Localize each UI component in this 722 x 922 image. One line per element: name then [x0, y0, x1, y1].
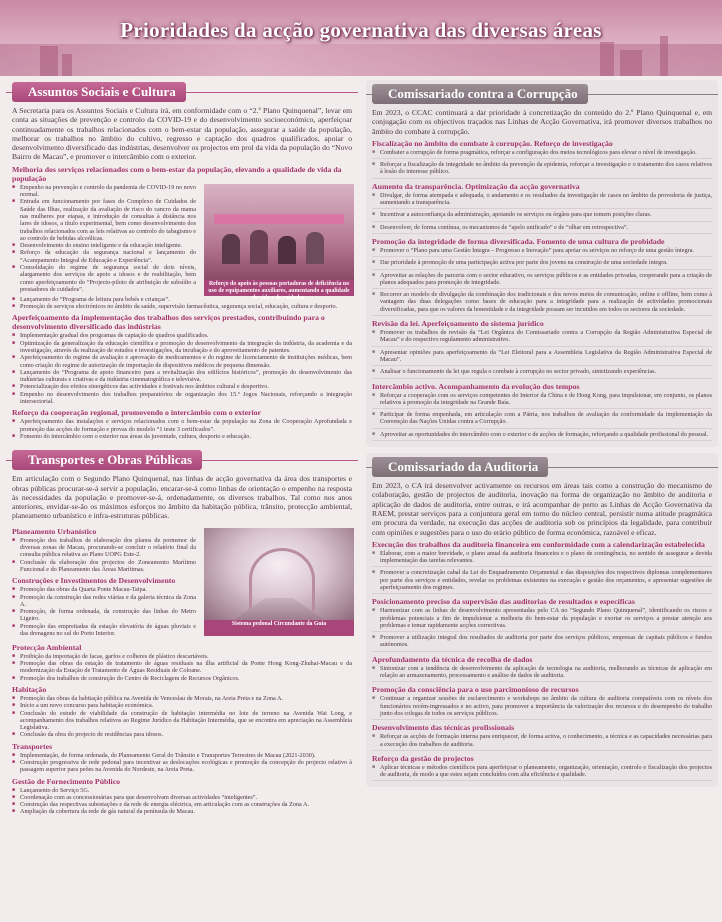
- list-item: ■ Promoção das obras da habitação pública na Avenida de Venceslau de Morais, na Areia Preta e na Zona A.: [12, 695, 352, 702]
- bullet-list: [12, 184, 196, 293]
- heading-label: Comissariado da Auditoria: [372, 457, 548, 477]
- list-item: ■ Promoção das empreitadas da estação elevatória de águas pluviais e das drenagens no sul do Porto Interior.: [12, 623, 196, 638]
- list-item: ■ Entrada em funcionamento por fases do Complexo de Cuidados de Saúde das Ilhas, realização da avaliação de risco do cancro da mama nas mulheres por etapas, e introdução de consultas à distância nos lares de idosos, a título experimental, bem como desenvolvimento dos trabalhos relacionados com as leis relativas ao controlo do tabagismo e ao controlo de bebidas alcoólicas.: [12, 198, 196, 242]
- list-item: ■ Participar de forma empenhada, em articulação com a Pátria, nos trabalhos de avaliação da conformidade da implementação da Convenção das Nações Unidas contra a Corrupção.: [372, 411, 712, 429]
- list-item: ■ Aproveitar as oportunidades do intercâmbio com o exterior e de acções de formação, reforçando a qualidade profissional do pessoal.: [372, 431, 712, 441]
- photo-caption: Sistema pedonal Circundante da Guia: [204, 620, 354, 636]
- bullet-list: [12, 332, 352, 405]
- list-item: ■ Promover os trabalhos de revisão da “Lei Orgânica do Comissariado contra a Corrupção da Região Administrativa Especial de Macau” e do respectivo regulamento administrativo.: [372, 329, 712, 347]
- list-item: ■ Empenho na prevenção e controlo da pandemia de COVID-19 no novo normal.: [12, 184, 196, 199]
- section-intro: Em 2023, o CCAC continuará a dar prioridade à concretização do conteúdo do 2.º Plano Quinquenal e, em conjugação com os objectivos traçados nas Linhas de Acção Governativa, irá promover diversos trabalhos no âmbito do combate à corrupção.: [372, 108, 712, 136]
- list-item: ■ Construção progressiva de rede pedonal para incentivar as deslocações ecológicas e promoção da concepção do projecto relativo à passagem superior para peões na Avenida do Nordeste, na Areia Preta.: [12, 759, 352, 774]
- subheading: Construções e Investimentos de Desenvolvimento: [12, 576, 176, 586]
- section-transport-public-works: [6, 448, 358, 816]
- list-item: ■ Reforçar as acções de formação interna para enriquecer, de forma activa, o conhecimento, a técnica e as capacidades necessárias para a execução dos trabalhos de auditoria.: [372, 733, 712, 751]
- subheading: Planeamento Urbanístico: [12, 526, 97, 536]
- heading-label: Transportes e Obras Públicas: [12, 450, 202, 470]
- list-item: ■ Aperfeiçoamento das instalações e serviços relacionados com o bem-estar da população na Zona de Cooperação Aprofundada e promoção das acções de formação e provas do modelo “1 teste 3 certificados”.: [12, 418, 352, 433]
- list-item: ■ Promover o “Plano para uma Gestão Íntegra – Progresso e Inovação” para apoiar os serviços no reforço de uma gestão íntegra.: [372, 247, 712, 257]
- list-item: ■ Apresentar opiniões para aperfeiçoamento da “Lei Eleitoral para a Assembleia Legislativa da Região Administrativa Especial de Macau”.: [372, 349, 712, 367]
- list-item: ■ Fomento do intercâmbio com o exterior nas áreas da juventude, cultura, desporto e educação.: [12, 433, 352, 440]
- heading-label: Assuntos Sociais e Cultura: [12, 82, 186, 102]
- list-item: ■ Analisar o funcionamento da lei que regula o combate à corrupção no sector privado, sintetizando experiências.: [372, 368, 712, 378]
- section-intro: Em articulação com o Segundo Plano Quinquenal, nas linhas de acção governativa da área dos transportes e obras públicas procurar-se-á servir a população, encarar-se-á como linhas de orientação o empenho na resposta às necessidades da população e promover-se-á, ordenadamente, os diversos trabalhos. Tal como nos anos anteriores, envidar-se-ão os máximos esforços no âmbito da habitação pública, trânsito, protecção ambiental, planeamento urbanístico e infra-estruturas públicas.: [12, 474, 352, 521]
- split-text: [6, 524, 202, 640]
- subheading: Reforço da gestão de projectos: [372, 753, 474, 763]
- header-banner: [0, 0, 722, 76]
- list-item: ■ Recorrer ao modelo de divulgação da combinação dos tradicionais e dos novos meios de comunicação, online e offline, bem como à vantagem das duas delegações como bases de educação para a integridade para a realização de actividades promocionais diversificadas, para que os valores da honestidade e da integridade possam ser incutidos em todos os sectores da sociedade.: [372, 291, 712, 316]
- subheading: Transportes: [12, 741, 53, 751]
- photo-caption: Reforço do apoio às pessoas portadoras de deficiência no uso de equipamentos auxiliares, aumentando a qualidade de vida e de cuidados.: [204, 280, 354, 296]
- list-item: ■ Harmonizar com as linhas de desenvolvimento apresentadas pelo CA no “Segundo Plano Quinquenal”, identificando os riscos e problemas potenciais a fim de impulsionar a melhoria do bem-estar da população e exortar os serviços a prestar atenção aos problemas e tomar rapidamente acções correctivas.: [372, 607, 712, 632]
- list-item: ■ Conclusão da obra do projecto de residências para idosos.: [12, 731, 352, 738]
- list-item: ■ Conclusão da elaboração dos projectos do Zoneamento Marítimo Funcional e do Planeamento das Áreas Marítimas.: [12, 559, 196, 574]
- photo-wrapper: [204, 528, 356, 640]
- list-item: ■ Coordenação com as concessionárias para que desenvolvam diversas actividades “inteligentes”.: [12, 794, 352, 801]
- photo-person-shape: [278, 236, 296, 264]
- list-item: ■ Ampliação da cobertura da rede de gás natural da península de Macau.: [12, 808, 352, 815]
- list-item: ■ Lançamento do “Programa de leitura para bebés e crianças”.: [12, 296, 352, 303]
- list-item: ■ Empenho no desenvolvimento dos trabalhos preparatórios de organização dos 15.º Jogos Nacionais, reforçando a integração intersectorial.: [12, 391, 352, 406]
- split-text: [6, 184, 202, 296]
- list-item: ■ Lançamento do “Programa de apoio financeiro para a revitalização dos edifícios históricos”, promoção do desenvolvimento das indústrias culturais e criativas e da indústria cinematográfica e televisiva.: [12, 369, 352, 384]
- photo-guia-pedestrian-system: [204, 528, 354, 636]
- bullet-list: [372, 149, 712, 179]
- section-ccac: [366, 80, 718, 447]
- bullet-list: [372, 764, 712, 782]
- subheading: Protecção Ambiental: [12, 642, 82, 652]
- photo-image: [204, 528, 354, 620]
- list-item: ■ Potencialização dos efeitos sinergéticos das actividades e festivais nos âmbitos cultural e desportivo.: [12, 383, 352, 390]
- banner-building: [40, 46, 58, 76]
- subheading: Gestão de Fornecimento Público: [12, 776, 121, 786]
- bullet-list: [12, 653, 352, 682]
- spacer: [6, 440, 358, 448]
- subheading: Revisão da lei. Aperfeiçoamento do sistema jurídico: [372, 319, 544, 329]
- section-social-culture: [6, 80, 358, 440]
- list-item: ■ Dar prioridade à promoção de uma participação activa por parte dos jovens na construção de uma sociedade íntegra.: [372, 259, 712, 269]
- subheading: Posicionamento preciso da supervisão das auditorias de resultados e específicas: [372, 597, 635, 607]
- photo-image: [204, 184, 354, 280]
- list-item: ■ Promover a utilização integral dos resultados de auditoria por parte dos serviços públicos, empresas de capitais públicos e fundos autónomos.: [372, 634, 712, 652]
- list-item: ■ Aplicar técnicas e métodos científicos para aperfeiçoar o planeamento, organização, orientação, controlo e fiscalização dos projectos de auditoria, de modo a que estes sejam concluídos com alta eficiência e qualidade.: [372, 764, 712, 782]
- photo-wrapper: [204, 184, 356, 301]
- section-audit: [366, 453, 718, 787]
- split-row: [6, 524, 358, 640]
- list-item: ■ Conclusão do estudo de viabilidade da construção de habitação intermédia no lote de terreno na Avenida Wai Long, e acompanhamento dos trabalhos relativos ao Regime Jurídico da Habitação Intermédia, que se encontra em apreciação na Assembleia Legislativa.: [12, 710, 352, 732]
- subheading: Desenvolvimento das técnicas profissionais: [372, 723, 515, 733]
- bullet-list: [372, 733, 712, 751]
- photo-person-shape: [222, 234, 240, 264]
- list-item: ■ Combater a corrupção de forma pragmática, reforçar a configuração dos meios tecnológicos para elevar o nível de investigação.: [372, 149, 712, 159]
- list-item: ■ Promoção das obras da estação de tratamento de águas residuais na ilha artificial da Ponte Hong Kong-Zhuhai-Macau e da modernização da Estação de Tratamento de Águas Residuais de Coloane.: [12, 660, 352, 675]
- bullet-list: [372, 392, 712, 441]
- page-title: Prioridades da acção governativa das diversas áreas: [120, 18, 602, 42]
- bullet-list: [12, 695, 352, 739]
- photo-banner-shape: [214, 214, 344, 224]
- list-item: ■ Desenvolvimento do ensino inteligente e da educação inteligente.: [12, 242, 196, 249]
- list-item: ■ Incentivar a autoconfiança da administração, apoiando os serviços ou órgãos para que tomem posições claras.: [372, 211, 712, 221]
- list-item: ■ Construção das respectivas subestações e da rede de energia eléctrica, em articulação com as construções da Zona A.: [12, 801, 352, 808]
- photo-person-shape: [250, 230, 268, 264]
- list-item: ■ Promoção da construção das redes viárias e da galeria técnica da Zona A.: [12, 594, 196, 609]
- section-heading: [6, 448, 358, 470]
- subheading: Melhoria dos serviços relacionados com o bem-estar da população, elevando a qualidade de vida da população: [12, 164, 342, 183]
- bullet-list: [372, 247, 712, 316]
- section-intro: Em 2023, o CA irá desenvolver activamente os recursos em áreas tais como a construção do mecanismo de colaboração, gestão de projectos de auditoria, inovação na forma de organização no âmbito de auditoria e aplicação de dados de auditoria, entre outras, e irá acompanhar de perto as Linhas de Acção Governativa da RAEM, prestar serviços para a conjuntura geral em torno do núcleo central, persistir numa atitude pragmática em procura da verdade, na execução das acções de auditoria sob os princípios da legalidade, para contribuir com opiniões e sugestões para o uso do erário público de forma económica, razoável e eficaz.: [372, 481, 712, 537]
- list-item: ■ Desenvolver, de forma contínua, os mecanismos de “apelo unificado” e de “olhar em retrospectiva”.: [372, 224, 712, 234]
- list-item: ■ Promoção, de forma ordenada, da construção das linhas do Metro Ligeiro.: [12, 608, 196, 623]
- photo-disability-support: [204, 184, 354, 301]
- subheading: Fiscalização no âmbito do combate à corrupção. Reforço de investigação: [372, 138, 613, 148]
- bullet-list: [12, 787, 352, 816]
- list-item: ■ Promoção dos trabalhos de construção do Centro de Reciclagem de Recursos Orgânicos.: [12, 675, 352, 682]
- list-item: ■ Implementação gradual dos programas de captação de quadros qualificados.: [12, 332, 352, 339]
- subheading: Aumento da transparência. Optimização da acção governativa: [372, 181, 580, 191]
- list-item: ■ Continuar a organizar sessões de esclarecimento e workshops no âmbito da cultura de auditoria compatíveis com os níveis dos funcionários recém-ingressados e no activo, para promover a importância da valorização dos recursos e do desempenho do trabalho junto dos colegas de todos os serviços públicos.: [372, 695, 712, 720]
- banner-building: [62, 54, 72, 76]
- section-heading: [366, 455, 718, 477]
- list-item: ■ Promoção dos trabalhos de elaboração dos planos de pormenor de diversas zonas de Macau, procurando-se concluir o relatório final da consulta pública relativa ao Plano UOPG Este-2.: [12, 537, 196, 559]
- subheading: Habitação: [12, 684, 47, 694]
- subheading: Reforço da cooperação regional, promovendo o intercâmbio com o exterior: [12, 408, 262, 418]
- list-item: ■ Implementação, de forma ordenada, do Planeamento Geral do Trânsito e Transportes Terrestres de Macau (2021-2030).: [12, 752, 352, 759]
- bullet-list: [12, 537, 196, 573]
- list-item: ■ Aproveitar as relações de parceria com o sector educativo, os serviços públicos e as entidades privadas, cooperando para a criação de planos adequados para promoção de integridade.: [372, 272, 712, 290]
- list-item: ■ Reforço da educação da segurança nacional e lançamento do “Acampamento Integral de Educação e Experiência”.: [12, 249, 196, 264]
- bullet-list: [12, 586, 196, 637]
- subheading: Promoção da integridade de forma diversificada. Fomento de uma cultura de probidade: [372, 236, 665, 246]
- bullet-list: [372, 550, 712, 594]
- bullet-list: [372, 329, 712, 378]
- list-item: ■ Início a um novo concurso para habitação económica.: [12, 702, 352, 709]
- subheading: Execução dos trabalhos da auditoria financeira em conformidade com a calendarização estabelecida: [372, 539, 705, 549]
- section-heading: [366, 82, 718, 104]
- subheading: Aprofundamento da técnica de recolha de dados: [372, 654, 533, 664]
- bullet-list: [372, 192, 712, 234]
- right-column: [366, 80, 718, 787]
- list-item: ■ Promoção das obras da Quarta Ponte Macau-Taipa.: [12, 586, 196, 593]
- bullet-list: [12, 296, 352, 311]
- subheading: Intercâmbio activo. Acompanhamento da evolução dos tempos: [372, 381, 580, 391]
- list-item: ■ Promoção de serviços electrónicos no âmbito da saúde, supervisão farmacêutica, segurança social, educação, cultura e desporto.: [12, 303, 352, 310]
- list-item: ■ Divulgar, de forma atempada e adequada, o andamento e os resultados da investigação de casos no âmbito da provedoria de justiça, aumentando a transparência.: [372, 192, 712, 210]
- bullet-list: [372, 665, 712, 683]
- banner-building: [620, 50, 642, 76]
- list-item: ■ Sintonizar com a tendência de desenvolvimento da aplicação de tecnologia na auditoria, melhorando as técnicas de aplicação em relação ao armazenamento, processamento e análise de dados de auditoria.: [372, 665, 712, 683]
- subheading: Aperfeiçoamento da implementação dos trabalhos dos serviços prestados, contribuindo para o desenvolvimento diversificado das indústrias: [12, 313, 325, 332]
- section-intro: A Secretaria para os Assuntos Sociais e Cultura irá, em conformidade com o “2.º Plano Quinquenal”, levar em conta as situações de prevenção e controlo da COVID-19 e do desenvolvimento socioeconómico, aperfeiçoar continuadamente os trabalhos relacionados com o bem-estar da população, assegurar a saúde da população, melhorar os trabalhos no âmbito do cultivo, regresso e captação dos quadros qualificados, apoiar o desenvolvimento diversificado das indústrias, desenvolver os projectos em prol da vida da população do “Novo Bairro de Macau”, e promover o intercâmbio com o exterior.: [12, 106, 352, 162]
- bullet-list: [372, 607, 712, 651]
- bullet-list: [372, 695, 712, 720]
- list-item: ■ Reforçar a fiscalização de integridade no âmbito da prevenção da epidemia, reforçar a investigação e o tratamento dos casos relativos à lesão do interesse público.: [372, 161, 712, 179]
- list-item: ■ Promover a concretização cabal da Lei do Enquadramento Orçamental e das disposições dos respectivos diplomas complementares por parte dos serviços e entidades, revelar os problemas existentes na execução e gestão dos orçamentos, e apresentar sugestões de aperfeiçoamento dos regimes.: [372, 569, 712, 594]
- list-item: ■ Consolidação do regime de segurança social de dois níveis, alargamento dos serviços de apoio a idosos e de reabilitação, bem como aperfeiçoamento do “Projecto-piloto de atribuição de subsídio a prestadores de cuidados”.: [12, 264, 196, 293]
- left-column: [6, 80, 358, 816]
- list-item: ■ Proibição da importação de facas, garfos e colheres de plástico descartáveis.: [12, 653, 352, 660]
- list-item: ■ Reforçar a cooperação com os serviços competentes do Interior da China e de Hong Kong, para impulsionar, em conjunto, os planos relativos à promoção da integridade na Grande Baía.: [372, 392, 712, 410]
- list-item: ■ Elaborar, com a maior brevidade, o plano anual da auditoria financeira e o plano de contingência, no sentido de assegurar a devida implementação das tarefas relevantes.: [372, 550, 712, 568]
- heading-label: Comissariado contra a Corrupção: [372, 84, 588, 104]
- list-item: ■ Lançamento do Serviço 5G.: [12, 787, 352, 794]
- bullet-list: [12, 752, 352, 774]
- section-heading: [6, 80, 358, 102]
- photo-person-shape: [306, 232, 324, 264]
- list-item: ■ Optimização da generalização da educação científica e promoção do desenvolvimento da integração da indústria, da academia e da investigação, através da realização de estudos e investigações, da incubação e do aproveitamento de patentes.: [12, 340, 352, 355]
- subheading: Promoção da consciência para o uso parcimonioso de recursos: [372, 685, 579, 695]
- banner-building: [600, 42, 614, 76]
- list-item: ■ Aperfeiçoamento do regime de avaliação e aprovação de medicamentos e do regime de licenciamento de instituições médicas, bem como criação do regime de autorização de importação de dispositivos médicos de pequena dimensão.: [12, 354, 352, 369]
- bullet-list: [12, 418, 352, 440]
